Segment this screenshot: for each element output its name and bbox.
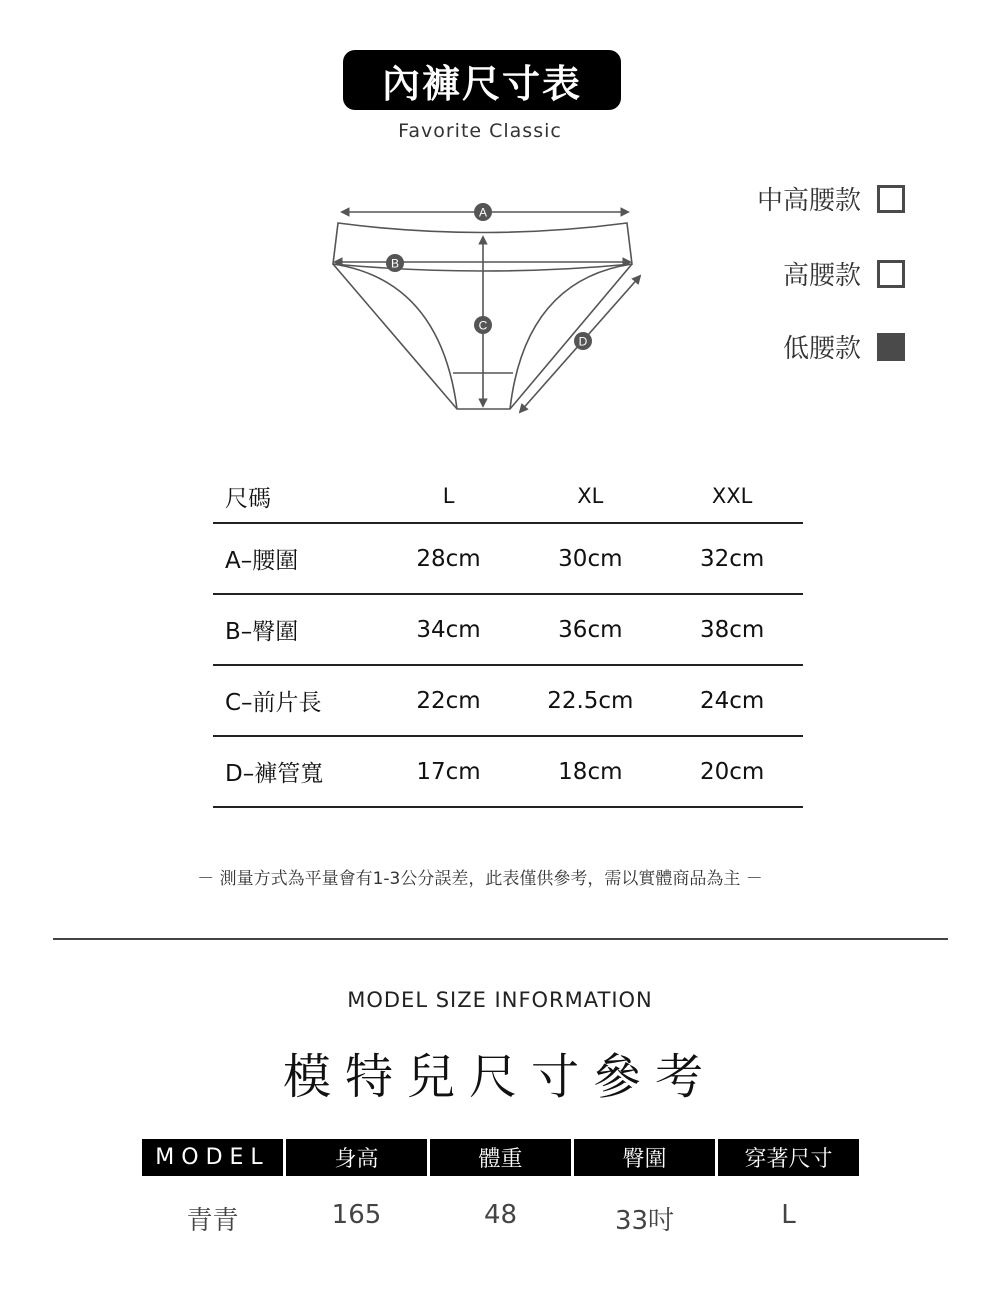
row-label: D–褲管寬: [225, 761, 324, 787]
cell-value: 24cm: [699, 687, 765, 714]
size-table-header: [213, 470, 803, 524]
page-subtitle: Favorite Classic: [398, 120, 562, 142]
size-header-xxl: XXL: [711, 484, 753, 508]
cell-value: 38cm: [699, 616, 765, 643]
cell-value: 18cm: [558, 758, 623, 785]
marker-c-icon: [474, 316, 492, 334]
briefs-measurement-diagram: [320, 190, 660, 430]
svg-text:D: D: [578, 334, 588, 349]
model-worn-size: L: [781, 1200, 796, 1230]
svg-text:A: A: [478, 205, 488, 220]
header-model: MODEL: [142, 1139, 283, 1176]
page-title-text: 內褲尺寸表: [381, 61, 582, 106]
model-section-title-en: MODEL SIZE INFORMATION: [347, 988, 653, 1012]
page-title: [343, 50, 621, 110]
marker-d-icon: [574, 332, 592, 350]
svg-text:C: C: [478, 318, 488, 333]
header-hip: 臀圍: [574, 1139, 715, 1176]
size-table: [213, 470, 803, 808]
model-section-title-zh: 模特兒尺寸參考: [282, 1049, 717, 1105]
cell-value: 28cm: [416, 545, 481, 572]
table-row: [213, 666, 803, 737]
model-weight: 48: [483, 1200, 518, 1230]
header-worn-size: 穿著尺寸: [718, 1139, 859, 1176]
model-table-header: [142, 1139, 859, 1176]
row-label: C–前片長: [225, 690, 322, 716]
svg-text:B: B: [390, 256, 400, 271]
marker-a-icon: [474, 203, 492, 221]
marker-b-icon: [386, 254, 404, 272]
header-height: 身高: [286, 1139, 427, 1176]
checkbox-empty-icon: [877, 260, 905, 288]
checkbox-empty-icon: [877, 185, 905, 213]
legend-item-high-waist: [783, 255, 905, 292]
measurement-note: － 測量方式為平量會有1-3公分誤差，此表僅供參考，需以實體商品為主 －: [197, 869, 763, 889]
checkbox-filled-icon: [877, 333, 905, 361]
model-hip: 33吋: [614, 1206, 675, 1236]
legend-label: 中高腰款: [756, 186, 861, 216]
cell-value: 20cm: [699, 758, 765, 785]
size-header-l: L: [442, 484, 455, 508]
model-name: 青青: [186, 1206, 239, 1236]
row-label: A–腰圍: [225, 548, 299, 574]
header-weight: 體重: [430, 1139, 571, 1176]
table-row: [213, 737, 803, 808]
section-divider: [53, 938, 948, 940]
cell-value: 36cm: [558, 616, 623, 643]
size-header-label: 尺碼: [225, 485, 271, 512]
table-row: [213, 524, 803, 595]
size-header-xl: XL: [577, 484, 604, 508]
table-row: [142, 1200, 859, 1237]
cell-value: 34cm: [416, 616, 481, 643]
legend-item-low-waist: [783, 328, 905, 365]
cell-value: 30cm: [558, 545, 623, 572]
legend-label: 低腰款: [782, 334, 861, 364]
legend-label: 高腰款: [782, 261, 861, 291]
model-size-table: [142, 1139, 859, 1237]
cell-value: 17cm: [416, 758, 481, 785]
legend-item-mid-high-waist: [757, 180, 905, 217]
row-label: B–臀圍: [225, 619, 299, 645]
cell-value: 32cm: [699, 545, 765, 572]
cell-value: 22cm: [416, 687, 481, 714]
cell-value: 22.5cm: [547, 687, 634, 714]
model-height: 165: [331, 1200, 382, 1230]
table-row: [213, 595, 803, 666]
